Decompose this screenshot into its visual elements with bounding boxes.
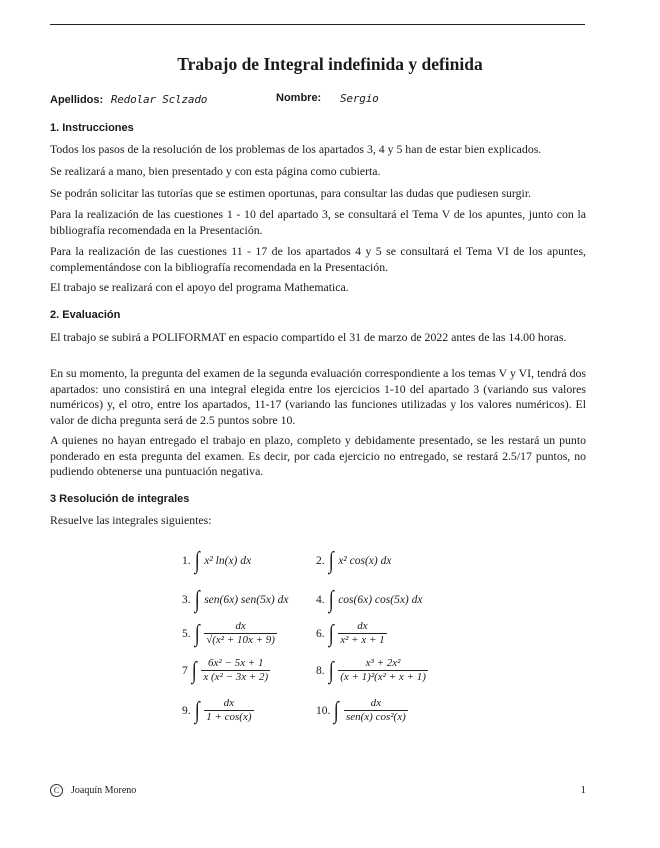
copyright-icon: C (50, 784, 63, 797)
paragraph: Se realizará a mano, bien presentado y con esta página como cubierta. (50, 164, 381, 178)
integral-2 (316, 549, 391, 573)
section-integrales-title: 3 Resolución de integrales (50, 493, 190, 505)
numerator: dx (370, 697, 382, 709)
integral-number: 1. (182, 555, 191, 567)
integral-8 (316, 657, 428, 684)
numerator: dx (357, 620, 368, 632)
integral-6 (316, 620, 387, 647)
denominator: x (x² − 3x + 2) (203, 671, 269, 683)
integral-sign-icon: ∫ (328, 657, 334, 684)
fraction (338, 620, 386, 647)
paragraph: El trabajo se subirá a POLIFORMAT en espacio compartido el 31 de marzo de 2022 antes de las 14.00 horas. (50, 330, 567, 344)
paragraph: Se podrán solicitar las tutorías que se estimen oportunas, para consultar las dudas que pudiesen surgir. (50, 186, 532, 200)
document-title: Trabajo de Integral indefinida y definida (177, 54, 483, 74)
name-row (50, 92, 590, 106)
page-number: 1 (580, 784, 586, 796)
integral-5 (182, 620, 277, 647)
integral-number: 7 (182, 664, 188, 677)
footer-author: Joaquín Moreno (71, 785, 137, 796)
footer (50, 784, 586, 797)
integral-sign-icon: ∫ (328, 548, 334, 574)
numerator: dx (223, 697, 235, 709)
integral-3 (182, 588, 289, 612)
integral-number: 8. (316, 664, 325, 677)
integral-10 (316, 697, 408, 724)
apellidos-label: Apellidos: (50, 94, 104, 106)
integrand: x² ln(x) dx (204, 555, 252, 567)
numerator: x³ + 2x² (365, 657, 401, 669)
integral-sign-icon: ∫ (194, 587, 200, 613)
fraction (204, 697, 253, 724)
fraction (344, 697, 408, 724)
paragraph: Todos los pasos de la resolución de los problemas de los apartados 3, 4 y 5 han de estar bien explicados. (50, 142, 542, 156)
fraction (201, 657, 270, 684)
integral-sign-icon: ∫ (194, 548, 200, 574)
denominator: (x + 1)²(x² + x + 1) (340, 671, 426, 683)
denominator: sen(x) cos²(x) (345, 711, 406, 723)
integral-sign-icon: ∫ (194, 697, 200, 724)
integral-sign-icon: ∫ (194, 620, 200, 647)
numerator: 6x² − 5x + 1 (208, 657, 264, 669)
integral-sign-icon: ∫ (328, 620, 334, 647)
denominator: x² + x + 1 (340, 634, 385, 646)
paragraph: Resuelve las integrales siguientes: (50, 513, 212, 527)
section-evaluacion-title: 2. Evaluación (50, 309, 121, 321)
paragraph: El trabajo se realizará con el apoyo del programa Mathematica. (50, 280, 349, 294)
nombre-value: Sergio (340, 92, 379, 105)
integrand: x² cos(x) dx (338, 555, 392, 567)
fraction (204, 620, 277, 647)
paragraph: A quienes no hayan entregado el trabajo en plazo, completo y debidamente presentado, se les restará un punto ponderado en esta pregunta del examen. Es decir, por cada ejercicio no entregado, se restará 2.5/17 puntos, no pudiendo obtenerse una puntuación negativa. (50, 433, 586, 478)
section-instrucciones-title: 1. Instrucciones (50, 122, 134, 134)
integrand: sen(6x) sen(5x) dx (204, 594, 289, 606)
integral-9 (182, 697, 254, 724)
integral-number: 5. (182, 627, 191, 640)
nombre-label: Nombre: (276, 92, 322, 104)
integral-1 (182, 549, 251, 573)
apellidos-value: Redolar Sclzado (110, 93, 208, 106)
numerator: dx (235, 620, 246, 632)
integral-4 (316, 588, 423, 612)
denominator: 1 + cos(x) (206, 711, 252, 723)
paragraph: En su momento, la pregunta del examen de la segunda evaluación correspondiente a los temas V y VI, tendrá dos apartados: uno consistirá en una integral elegida entre los ejercicios 1-10 del apartado 3 (variando sus valores numéricos) y, el otro, entre los apartados, 11-17 (variando las funciones utilizadas y los valores numéricos). El valor de dicha pregunta será de 2.5 puntos sobre 10. (50, 366, 586, 427)
integral-sign-icon: ∫ (191, 657, 197, 684)
fraction (338, 657, 428, 684)
integral-number: 2. (316, 555, 325, 567)
integral-sign-icon: ∫ (328, 587, 334, 613)
paragraph: Para la realización de las cuestiones 11 - 17 de los apartados 4 y 5 se consultará el Tema VI de los apuntes, complementándose con la bibliografía recomendada en la Presentación. (50, 244, 586, 274)
integral-number: 6. (316, 627, 325, 640)
integrand: cos(6x) cos(5x) dx (338, 594, 423, 606)
integral-7 (182, 657, 270, 684)
top-rule (50, 24, 585, 25)
denominator: √(x² + 10x + 9) (206, 634, 275, 646)
paragraph: Para la realización de las cuestiones 1 - 10 del apartado 3, se consultará el Tema V de los apuntes, junto con la bibliografía recomendada en la Presentación. (50, 207, 586, 237)
integral-sign-icon: ∫ (334, 697, 340, 724)
integral-number: 10. (316, 704, 331, 717)
integral-number: 4. (316, 594, 325, 606)
integral-number: 9. (182, 704, 191, 717)
integral-number: 3. (182, 594, 191, 606)
